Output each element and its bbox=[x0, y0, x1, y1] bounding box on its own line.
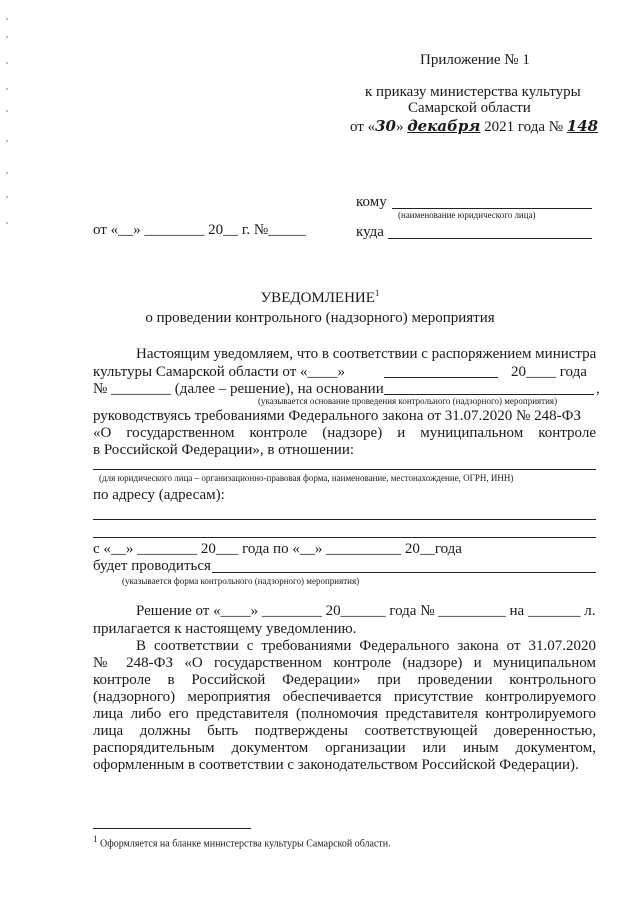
footnote-mark: 1 bbox=[93, 834, 98, 844]
p3-line-4: (надзорного) мероприятия обеспечивается присутствие контролируемого bbox=[93, 689, 596, 705]
entity-note: (для юридического лица – организационно-правовая форма, наименование, местонахождение, ОГРН, ИНН) bbox=[99, 473, 514, 483]
footnote bbox=[93, 834, 391, 849]
p1-line-2a: культуры Самарской области от «____» bbox=[93, 364, 346, 380]
decision-line-1: Решение от «____» ________ 20______ года № _________ на _______ л. bbox=[136, 603, 596, 619]
handwritten-order-number: 148 bbox=[566, 117, 599, 135]
komu-note: (наименование юридического лица) bbox=[398, 210, 536, 220]
notice-title-text: УВЕДОМЛЕНИЕ bbox=[260, 290, 375, 306]
address-label: по адресу (адресам): bbox=[93, 487, 225, 503]
order-date-line bbox=[350, 117, 598, 136]
form-field-line bbox=[212, 572, 596, 573]
handwritten-month: декабря bbox=[407, 117, 481, 135]
will-be-label: будет проводиться bbox=[93, 558, 211, 574]
p1-line-1: Настоящим уведомляем, что в соответствии с распоряжением министра bbox=[136, 346, 597, 362]
p1-comma: , bbox=[596, 381, 600, 397]
form-note: (указывается форма контрольного (надзорного) мероприятия) bbox=[122, 576, 360, 586]
p1-date-blank bbox=[384, 377, 498, 378]
p3-line-7: распорядительным документом организации или иным документом, bbox=[93, 740, 596, 756]
appendix-label: Приложение № 1 bbox=[420, 52, 530, 68]
address-field-line-2 bbox=[93, 537, 596, 538]
p3-line-2: № 248-ФЗ «О государственном контроле (надзоре) и муниципальном bbox=[93, 655, 596, 671]
date-mid: » bbox=[395, 119, 404, 135]
notice-subtitle: о проведении контрольного (надзорного) мероприятия bbox=[145, 310, 495, 326]
date-year: 2021 года № bbox=[484, 119, 564, 135]
handwritten-day: 30 bbox=[375, 117, 396, 135]
entity-field-line bbox=[93, 469, 596, 470]
footnote-separator bbox=[93, 828, 251, 829]
kuda-label: куда bbox=[356, 224, 384, 240]
date-prefix: от « bbox=[350, 119, 376, 135]
p1-line-5: «О государственном контроле (надзоре) и муниципальном контроле bbox=[93, 425, 596, 441]
decision-line-2: прилагается к настоящему уведомлению. bbox=[93, 621, 357, 637]
p1-line-4: руководствуясь требованиями Федерального закона от 31.07.2020 № 248-ФЗ bbox=[93, 408, 581, 424]
notice-title bbox=[0, 288, 640, 307]
kuda-field-line bbox=[388, 238, 592, 239]
footnote-text: Оформляется на бланке министерства культуры Самарской области. bbox=[100, 838, 391, 850]
from-date-line: от «__» ________ 20__ г. №_____ bbox=[93, 222, 306, 238]
p1-line-3: № ________ (далее – решение), на основании bbox=[93, 381, 384, 397]
komu-field-line bbox=[392, 208, 592, 209]
p3-line-3: контроле в Российской Федерации» при проведении контрольного bbox=[93, 672, 596, 688]
basis-note: (указывается основание проведения контрольного (надзорного) мероприятия) bbox=[258, 396, 558, 406]
region-label: Самарской области bbox=[408, 100, 531, 116]
period-line: с «__» ________ 20___ года по «__» __________ 20__года bbox=[93, 541, 462, 557]
p1-line-2b: 20____ года bbox=[511, 364, 587, 380]
komu-label: кому bbox=[356, 194, 387, 210]
p3-line-1: В соответствии с требованиями Федерального закона от 31.07.2020 bbox=[136, 638, 596, 654]
p3-line-6: лица должны быть подтверждены соответствующей доверенностью, bbox=[93, 723, 596, 739]
p1-line-6: в Российской Федерации», в отношении: bbox=[93, 442, 355, 458]
p1-basis-blank bbox=[384, 394, 594, 395]
title-footnote-mark: 1 bbox=[374, 288, 380, 298]
order-reference: к приказу министерства культуры bbox=[365, 84, 581, 100]
address-field-line-1 bbox=[93, 519, 596, 520]
p3-line-5: лица либо его представителя (полномочия представителя контролируемого bbox=[93, 706, 596, 722]
p3-line-8: оформленным в соответствии с законодательством Российской Федерации). bbox=[93, 757, 579, 773]
